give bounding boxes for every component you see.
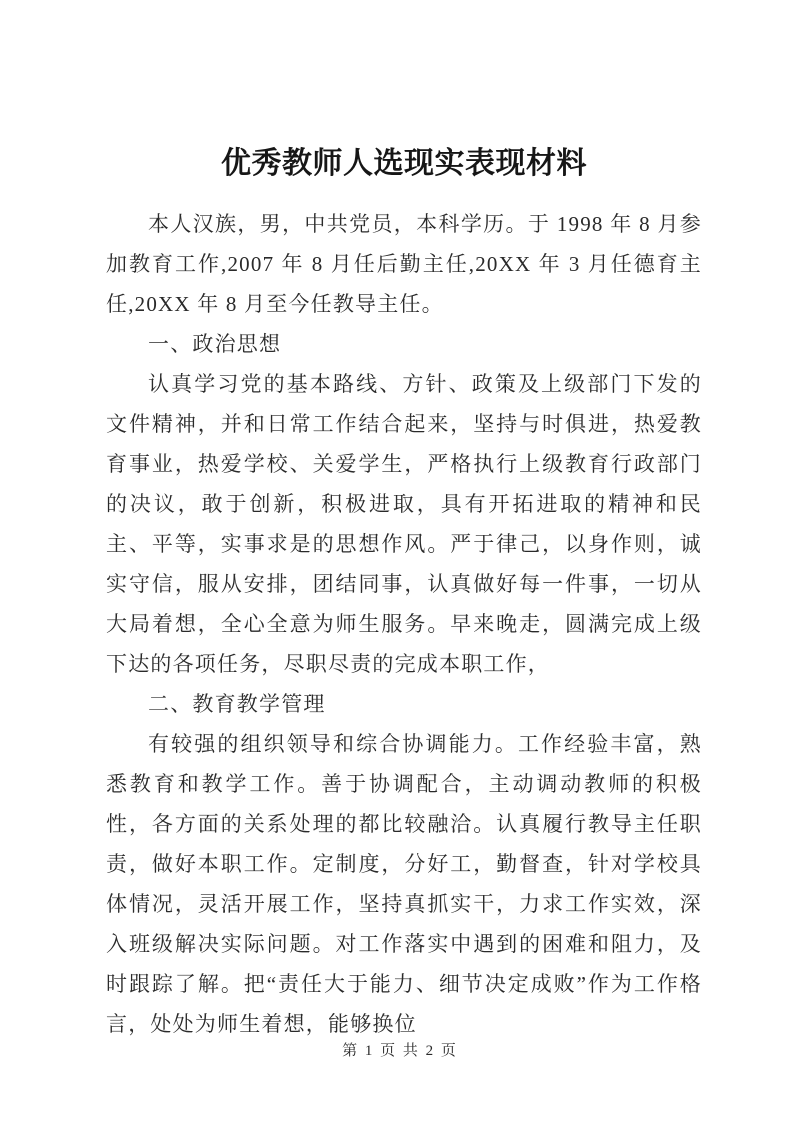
section-heading-teaching-management: 二、教育教学管理: [148, 692, 326, 716]
document-title: 优秀教师人选现实表现材料: [221, 147, 587, 180]
section-heading-political-thought: 一、政治思想: [148, 332, 282, 356]
page-number-footer: 第 1 页 共 2 页: [342, 1043, 458, 1059]
paragraph-intro: 本人汉族，男，中共党员，本科学历。于 1998 年 8 月参加教育工作,2007 年 8 月任后勤主任,20XX 年 3 月任德育主任,20XX 年 8 月至今任教导主任。: [106, 212, 702, 316]
paragraph-teaching-management: 有较强的组织领导和综合协调能力。工作经验丰富，熟悉教育和教学工作。善于协调配合，主动调动教师的积极性，各方面的关系处理的都比较融洽。认真履行教导主任职责，做好本职工作。定制度，分好工，勤督查，针对学校具体情况，灵活开展工作，坚持真抓实干，力求工作实效，深入班级解决实际问题。对工作落实中遇到的困难和阻力，及时跟踪了解。把“责任大于能力、细节决定成败”作为工作格言，处处为师生着想，能够换位: [106, 732, 702, 1036]
paragraph-political-thought: 认真学习党的基本路线、方针、政策及上级部门下发的文件精神，并和日常工作结合起来，坚持与时俱进，热爱教育事业，热爱学校、关爱学生，严格执行上级教育行政部门的决议，敢于创新，积极进取，具有开拓进取的精神和民主、平等，实事求是的思想作风。严于律己，以身作则，诚实守信，服从安排，团结同事，认真做好每一件事，一切从大局着想，全心全意为师生服务。早来晚走，圆满完成上级下达的各项任务，尽职尽责的完成本职工作，: [106, 372, 702, 676]
document-content: [106, 140, 702, 1044]
